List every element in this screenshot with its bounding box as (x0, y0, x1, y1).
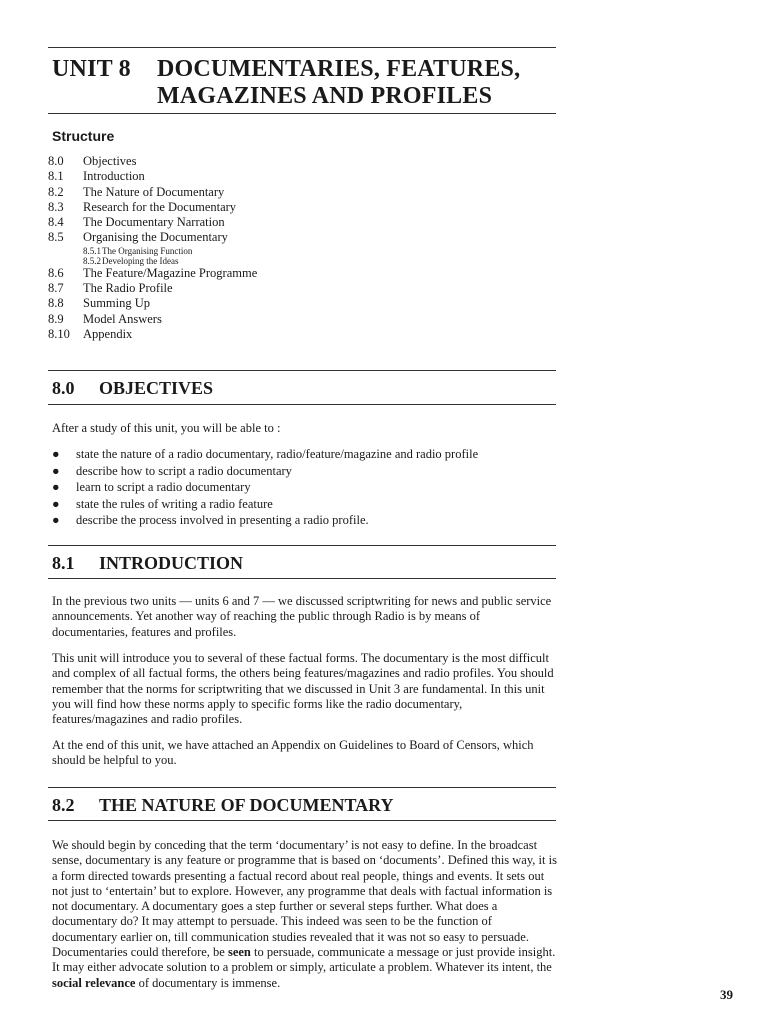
toc-item: 8.2 The Nature of Documentary (48, 184, 225, 199)
bullet-icon: ● (52, 513, 60, 527)
toc-item: 8.4 The Documentary Narration (48, 215, 225, 230)
bullet-icon: ● (52, 447, 60, 461)
section-rule (48, 820, 556, 821)
toc-item: 8.1 Introduction (48, 169, 145, 184)
list-item: ● state the rules of writing a radio feature (52, 496, 273, 511)
list-item: ● describe how to script a radio documentary (52, 463, 292, 478)
list-item: ● describe the process involved in presenting a radio profile. (52, 513, 369, 527)
toc-item: 8.5 Organising the Documentary (48, 230, 228, 245)
introduction-paragraph-3: At the end of this unit, we have attached an Appendix on Guidelines to Board of Censors, which should be helpful to you. (52, 738, 534, 768)
toc-item: 8.7 The Radio Profile (48, 281, 173, 296)
section-rule (48, 787, 556, 788)
toc-subitem: 8.5.2 Developing the Ideas (83, 255, 179, 266)
page-number: 39 (720, 987, 733, 1002)
unit-number: UNIT 8 (52, 56, 131, 82)
section-rule (48, 370, 556, 371)
section-heading-nature: 8.2 THE NATURE OF DOCUMENTARY (52, 795, 394, 815)
toc-subitem: 8.5.1 The Organising Function (83, 245, 193, 256)
unit-title-line-1: DOCUMENTARIES, FEATURES, (157, 56, 521, 82)
unit-title-line-2: MAGAZINES AND PROFILES (157, 83, 493, 109)
list-item: ● learn to script a radio documentary (52, 480, 251, 494)
list-item: ● state the nature of a radio documentary, radio/feature/magazine and radio profile (52, 447, 479, 461)
section-heading-introduction: 8.1 INTRODUCTION (52, 553, 244, 573)
toc-item: 8.3 Research for the Documentary (48, 199, 237, 214)
title-bottom-rule (48, 113, 556, 114)
emphasis-social-relevance: social relevance (52, 975, 136, 990)
toc-item: 8.8 Summing Up (48, 296, 151, 311)
emphasis-seen: seen (227, 945, 251, 960)
structure-heading: Structure (52, 128, 115, 144)
objectives-intro: After a study of this unit, you will be able to : (52, 421, 281, 435)
toc-item: 8.6 The Feature/Magazine Programme (48, 265, 258, 280)
introduction-paragraph-2: This unit will introduce you to several of these factual forms. The documentary is the most difficult and complex of all factual forms, the others being features/magazines and radio profiles. You should remember that the norms for scriptwriting that we discussed in Unit 3 are fundamental. In this unit you will find how these norms apply to specific forms like the radio documentary, features/magazines and radio profiles. (52, 651, 554, 727)
toc-item: 8.9 Model Answers (48, 311, 162, 326)
introduction-paragraph-1: In the previous two units — units 6 and 7 — we discussed scriptwriting for news and public service announcements. Yet another way of reaching the public through Radio is by means of documentaries, features and profiles. (52, 594, 552, 639)
section-heading-objectives: 8.0 OBJECTIVES (52, 378, 214, 398)
section-rule (48, 545, 556, 546)
table-of-contents (44, 154, 444, 342)
top-rule (48, 47, 556, 48)
toc-item: 8.0 Objectives (48, 154, 137, 168)
section-rule (48, 404, 556, 405)
bullet-icon: ● (52, 463, 60, 478)
section-rule (48, 578, 556, 579)
objectives-list (52, 446, 562, 529)
bullet-icon: ● (52, 480, 60, 494)
toc-item: 8.10 Appendix (48, 326, 133, 341)
nature-paragraph: We should begin by conceding that the term ‘documentary’ is not easy to define. In the broadcast sense, documentary is any feature or programme that is based on ‘documents’. Defined this way, it is a form directed towards presenting a factual record about real people, things and events. It sets out not just to ‘entertain’ but to explore. However, any programme that deals with factual information is not documentary. A documentary goes a step further or several steps further. What does a documentary do? It may attempt to persuade. This indeed was seen to be the function of documentary earlier on, till communication studies revealed that it was not so easy to persuade. Documentaries could therefore, be seen to persuade, communicate a message or just provide insight. It may either advocate solution to a problem or simply, articulate a problem. Whatever its intent, the social relevance of documentary is immense. (52, 838, 557, 990)
bullet-icon: ● (52, 496, 60, 511)
